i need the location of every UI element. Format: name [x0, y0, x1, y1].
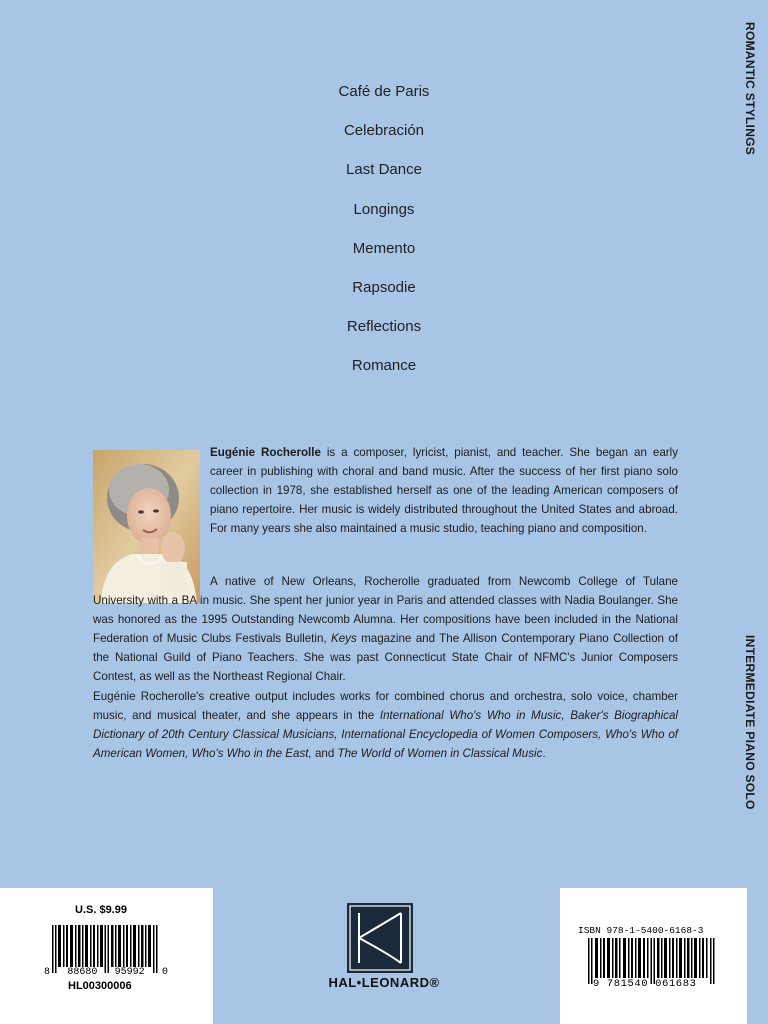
hal-leonard-logo-icon: [347, 903, 413, 973]
contents-item: Last Dance: [346, 161, 422, 179]
composer-name: Eugénie Rocherolle: [210, 446, 321, 459]
contents-item: Romance: [351, 357, 417, 375]
bio-text: A native of New Orleans, Rocherolle graduated from Newcomb College of Tulane University with a BA in music. She spent her junior year in Paris and attended classes with Nadia Boulanger. She was honored as the 1995 Outstanding Newcomb Alumna. Her compositions have been included in the National Federation of Music Clubs Festivals Bulletin,: [93, 575, 678, 645]
contents-list: [284, 80, 484, 394]
bio-italic: Keys: [330, 631, 357, 645]
price-label: U.S. $9.99: [75, 904, 127, 916]
bio-paragraph-1: [210, 444, 678, 539]
contents-item: Rapsodie: [352, 278, 416, 296]
bio-text: Eugénie Rocherolle's creative output includes works for combined chorus and orchestra, solo voice, chamber music, and musical theater, and she appears in the: [93, 690, 678, 722]
bio-text: .: [542, 746, 546, 760]
upc-digit-group: 95992: [114, 967, 145, 978]
contents-item: Reflections: [346, 318, 422, 336]
isbn-digits: 9 781540 061683: [593, 978, 697, 990]
bio-paragraph-3: [93, 688, 678, 764]
bio-text: and: [311, 746, 338, 760]
contents-item: Café de Paris: [338, 83, 430, 100]
bio-text: magazine and The Allison Contemporary Piano Collection of the National Guild of Piano Teachers. She was past Connecticut State Chair of NFMC's Junior Composers Contest, as well as the Northeast Regional Chair.: [93, 631, 678, 683]
contents-item: Memento: [352, 239, 416, 257]
upc-digits: [44, 967, 168, 978]
spine-level: INTERMEDIATE PIANO SOLO: [743, 635, 757, 810]
bio-italic: The World of Women in Classical Music: [337, 746, 543, 760]
product-code: HL00300006: [68, 980, 132, 992]
publisher-name: HAL•LEONARD®: [328, 975, 440, 990]
upc-digit-group: 8: [44, 967, 51, 978]
upc-digit-group: 0: [161, 967, 168, 978]
bio-italic: International Who's Who in Music, Baker's Biographical Dictionary of 20th Century Classical Musicians, International Encyclopedia of Women Composers, Who's Who of American Women, Who's Who in the East,: [93, 708, 678, 760]
isbn-label: ISBN 978-1-5400-6168-3: [578, 925, 704, 936]
bio-paragraph-2: [93, 573, 678, 686]
upc-digit-group: 88680: [67, 967, 98, 978]
upc-barcode: [52, 925, 160, 973]
bio-text: is a composer, lyricist, pianist, and teacher. She began an early career in publishing with choral and band music. After the success of her first piano solo collection in 1978, she established herself as one of the leading American composers of piano repertoire. Her music is widely distributed throughout the United States and abroad. For many years she also maintained a music studio, teaching piano and composition.: [210, 446, 678, 535]
contents-item: Longings: [353, 200, 415, 218]
contents-item: Celebración: [343, 122, 425, 140]
spine-title: ROMANTIC STYLINGS: [743, 22, 757, 156]
